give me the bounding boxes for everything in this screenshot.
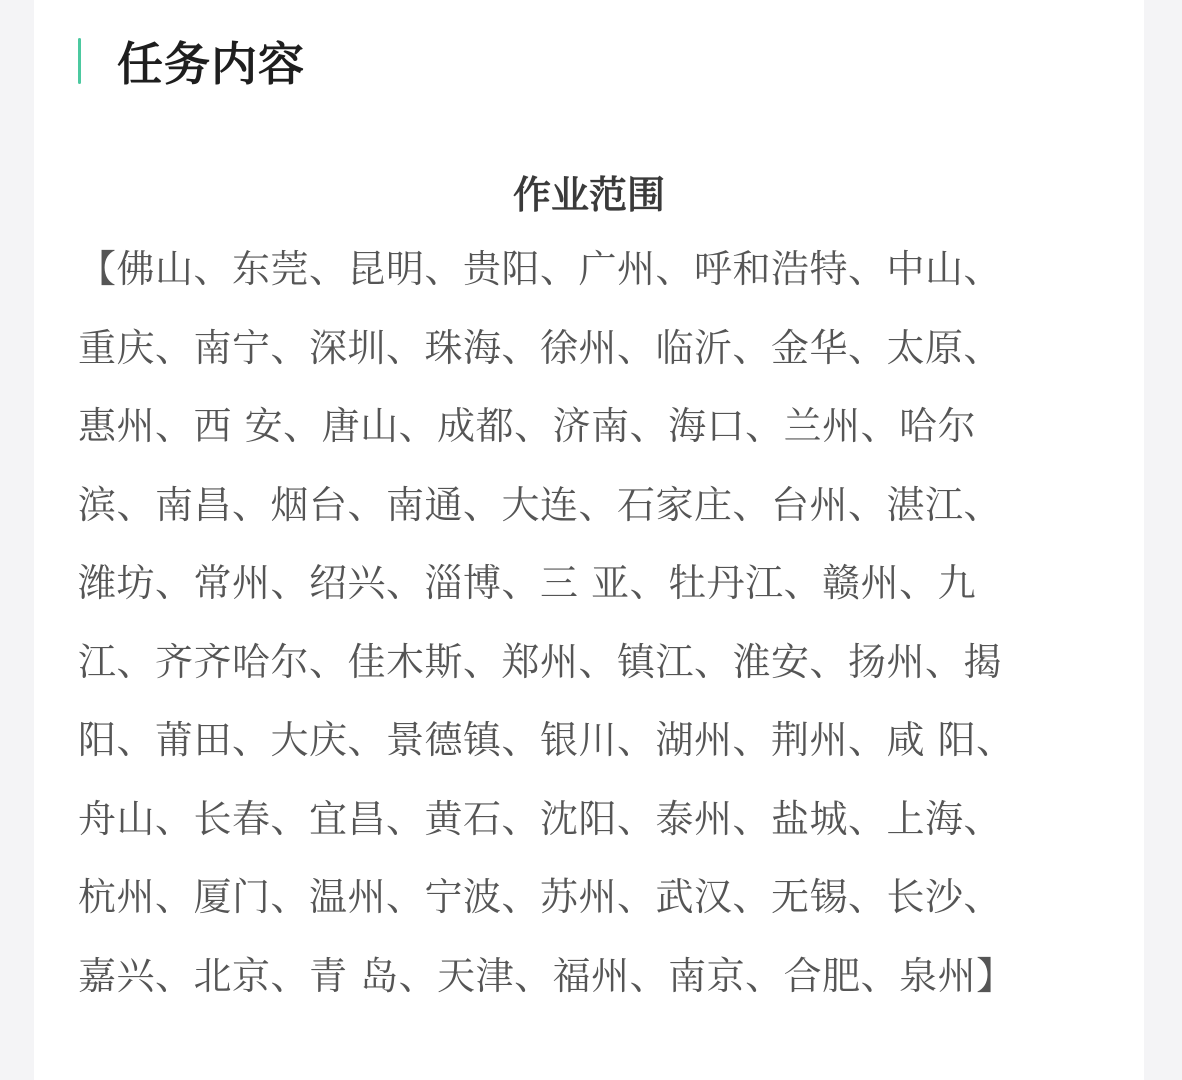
scope-line: 舟山、长春、宜昌、黄石、沈阳、泰州、盐城、上海、 <box>78 796 1003 841</box>
scope-heading: 作业范围 <box>512 173 665 217</box>
scope-line: 重庆、南宁、深圳、珠海、徐州、临沂、金华、太原、 <box>78 325 1003 370</box>
scope-line: 滨、南昌、烟台、南通、大连、石家庄、台州、湛江、 <box>78 482 1003 527</box>
section-title: 任务内容 <box>117 37 305 91</box>
scope-line: 嘉兴、北京、青 岛、天津、福州、南京、合肥、泉州】 <box>78 953 1015 998</box>
accent-bar <box>78 38 81 84</box>
scope-line: 潍坊、常州、绍兴、淄博、三 亚、牡丹江、赣州、九 <box>78 561 977 605</box>
content-card <box>34 0 1144 1080</box>
section-header <box>78 30 305 92</box>
scope-line: 阳、莆田、大庆、景德镇、银川、湖州、荆州、咸 阳、 <box>78 718 1015 762</box>
scope-city-list <box>78 230 1078 1015</box>
scope-line: 【佛山、东莞、昆明、贵阳、广州、呼和浩特、中山、 <box>78 247 1003 291</box>
scope-line: 惠州、西 安、唐山、成都、济南、海口、兰州、哈尔 <box>78 404 977 448</box>
scope-line: 杭州、厦门、温州、宁波、苏州、武汉、无锡、长沙、 <box>78 875 1003 919</box>
scope-line: 江、齐齐哈尔、佳木斯、郑州、镇江、淮安、扬州、揭 <box>78 639 1003 684</box>
